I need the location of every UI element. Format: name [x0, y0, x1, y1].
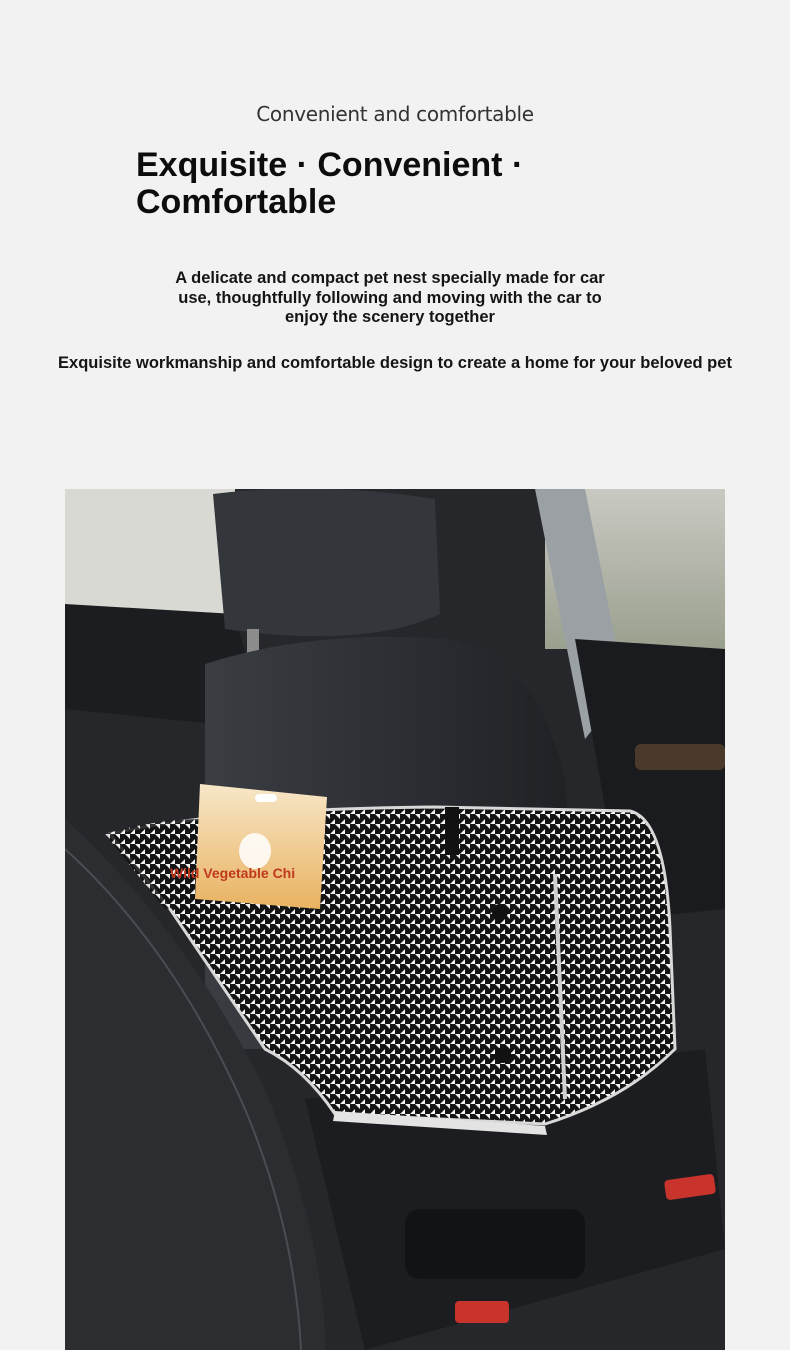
headrest: [213, 489, 440, 636]
cup-holder: [405, 1209, 585, 1279]
product-description: A delicate and compact pet nest specially made for car use, thoughtfully following and moving with the car to enjoy the scenery together: [175, 269, 605, 326]
tagline: Exquisite workmanship and comfortable design to create a home for your beloved pet: [58, 354, 732, 372]
eyebrow-text: Convenient and comfortable: [256, 102, 534, 126]
product-photo: [65, 489, 725, 1350]
red-button: [455, 1301, 509, 1323]
snack-label: Wild Vegetable Chi: [170, 865, 296, 881]
headline: Exquisite · Convenient · Comfortable: [136, 146, 524, 221]
car-seat-pet-bed-image: [65, 489, 725, 1350]
rear-window: [65, 489, 235, 614]
